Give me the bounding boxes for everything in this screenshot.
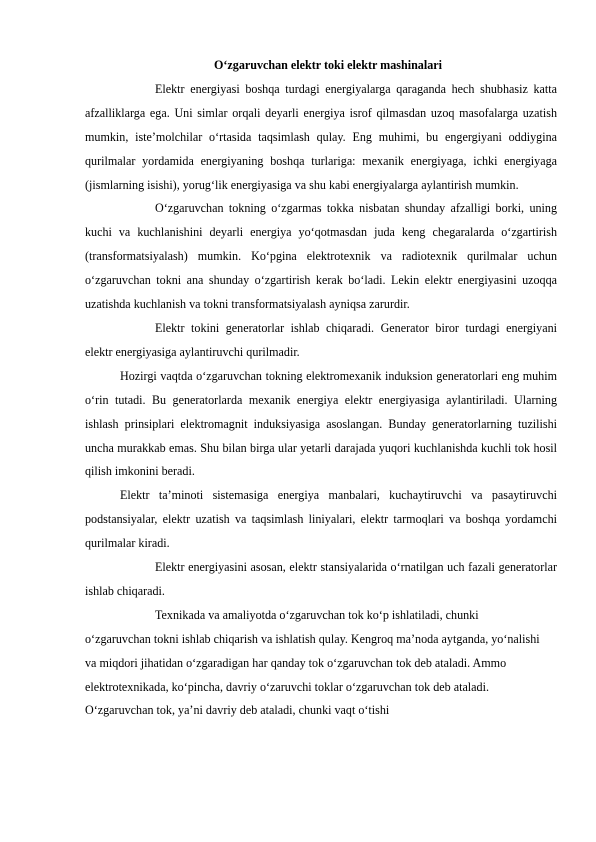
- paragraph-induction-generators: Hozirgi vaqtda o‘zgaruvchan tokning elektromexanik induksion generatorlari eng muhim o‘rin tutadi. Bu generatorlarda mexanik energiya elektr energiyasiga aylantiriladi. Ularning ishlash prinsiplari elektromagnit induksiyasiga asoslangan. Bunday generatorlarning tuzilishi uncha murakkab emas. Shu bilan birga ular yetarli darajada yuqori kuchlanishda kuchli tok hosil qilish imkonini beradi.: [85, 368, 557, 479]
- paragraph-generators: Elektr tokini generatorlar ishlab chiqaradi. Generator biror turdagi energiyani elektr energiyasiga aylantiruvchi qurilmadir.: [85, 320, 557, 359]
- paragraph-alternating-current-definition: Texnikada va amaliyotda o‘zgaruvchan tok ko‘p ishlatiladi, chunki o‘zgaruvchan tokni ishlab chiqarish va ishlatish qulay. Kengroq ma’noda aytganda, yo‘nalishi va miqdori jihatidan o‘zgaradigan har qanday tok o‘zgaruvchan tok deb ataladi. Ammo elektrotexnikada, ko‘pincha, davriy o‘zaruvchi toklar o‘zgaruvchan tok deb ataladi. O‘zgaruvchan tok, ya’ni davriy deb ataladi, chunki vaqt o‘tishi: [85, 607, 540, 718]
- paragraph-power-supply-system: Elektr ta’minoti sistemasiga energiya manbalari, kuchaytiruvchi va pasaytiruvchi podstansiyalar, elektr uzatish va taqsimlash liniyalari, elektr tarmoqlari va boshqa yordamchi qurilmalar kiradi.: [85, 488, 557, 551]
- paragraph-three-phase-generators: Elektr energiyasini asosan, elektr stansiyalarida o‘rnatilgan uch fazali generatorlar ishlab chiqaradi.: [85, 560, 557, 598]
- document-title: O‘zgaruvchan elektr toki elektr mashinalari: [214, 58, 442, 72]
- paragraph-alternating-current-advantage: O‘zgaruvchan tokning o‘zgarmas tokka nisbatan shunday afzalligi borki, uning kuchi va kuchlanishini deyarli energiya yo‘qotmasdan juda keng chegaralarda o‘zgartirish (transformatsiyalash) mumkin. Ko‘pgina elektrotexnik va radiotexnik qurilmalar uchun o‘zgaruvchan tokni ana shunday o‘zgartirish kerak bo‘ladi. Lekin elektr energiyasini uzoqqa uzatishda kuchlanish va tokni transformatsiyalash ayniqsa zarurdir.: [85, 201, 557, 312]
- document-page: [85, 54, 557, 723]
- paragraph-electric-energy-advantages: Elektr energiyasi boshqa turdagi energiyalarga qaraganda hech shubhasiz katta afzalliklarga ega. Uni simlar orqali deyarli energiya isrof qilmasdan uzoq masofalarga uzatish mumkin, iste’molchilar o‘rtasida taqsimlash qulay. Eng muhimi, bu engergiyani oddiygina qurilmalar yordamida energiyaning boshqa turlariga: mexanik energiyaga, ichki energiyaga (jismlarning isishi), yorug‘lik energiyasiga va shu kabi energiyalarga aylantirish mumkin.: [85, 81, 557, 192]
